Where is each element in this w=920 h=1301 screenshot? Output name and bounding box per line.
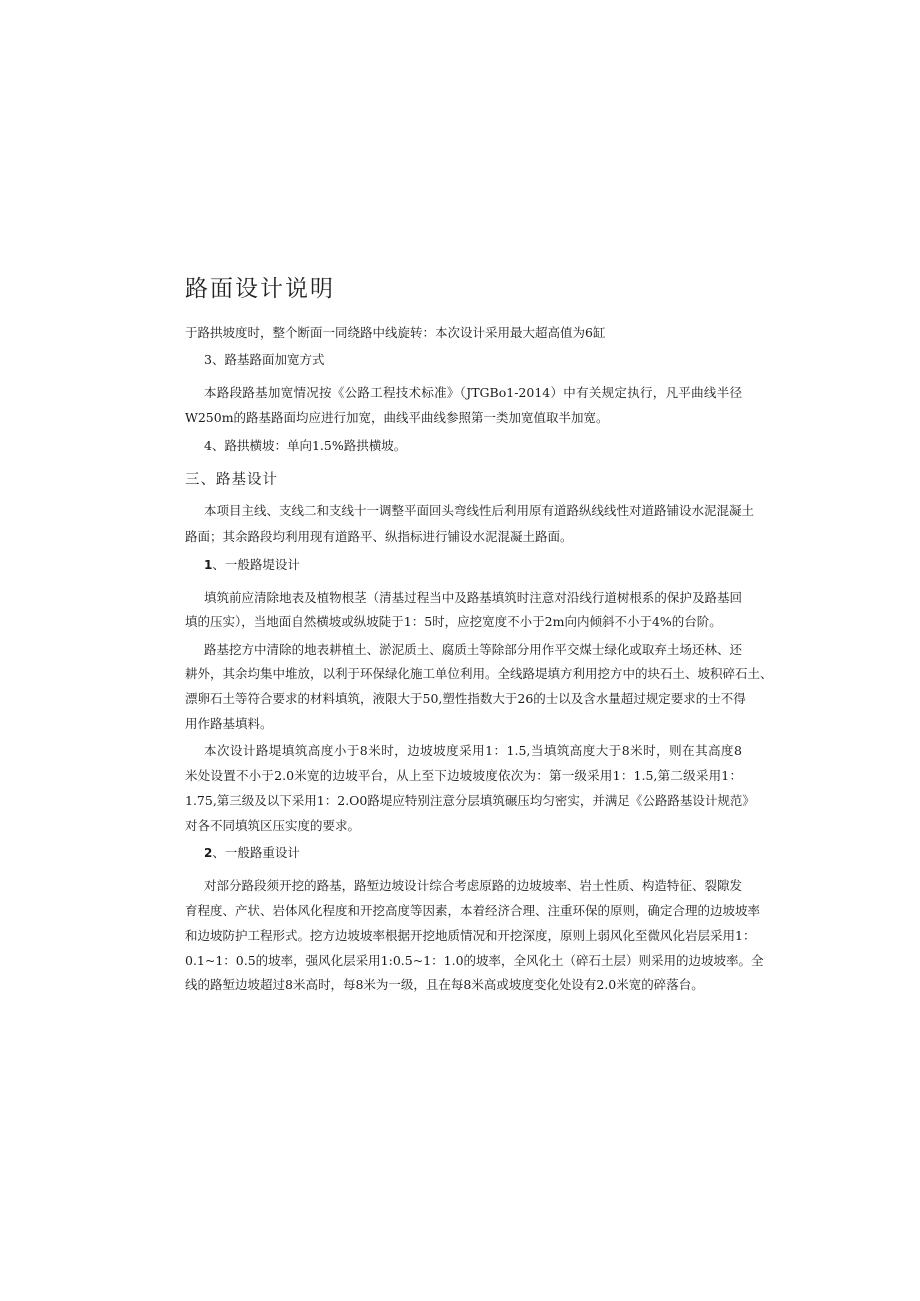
subsection-title: 、一般路重设计 (212, 845, 300, 860)
text-line: 育程度、产状、岩体风化程度和开挖高度等因素，本着经济合理、注重环保的原则，确定合理的边坡坡率 (185, 903, 761, 918)
subsection-heading: 3、路基路面加宽方式 (204, 352, 325, 367)
page-title: 路面设计说明 (185, 276, 335, 302)
text-line: 填筑前应清除地表及植物根茎（清基过程当中及路基填筑时注意对沿线行道树根系的保护及路基回 (204, 590, 742, 605)
text-line: 本次设计路堤填筑高度小于8米时，边坡坡度采用1：1.5,当填筑高度大于8米时，则在其高度8 (204, 743, 742, 758)
text-line: 1.75,第三级及以下采用1：2.O0路堤应特别注意分层填筑碾压均匀密实，并满足《公路路基设计规范》 (185, 793, 755, 808)
subsection-number: 2 (204, 846, 213, 860)
subsection-heading (204, 845, 300, 861)
text-line: 米处设置不小于2.0米宽的边坡平台，从上至下边坡坡度依次为：第一级采用1：1.5,第二级采用1： (185, 768, 742, 783)
text-line: 本项目主线、支线二和支线十一调整平面回头弯线性后利用原有道路纵线线性对道路铺设水泥混凝土 (204, 503, 755, 518)
subsection-title: 、一般路堤设计 (212, 557, 300, 572)
text-line: 线的路堑边坡超过8米高时，每8米为一级，且在每8米高或坡度变化处设有2.0米宽的碎落台。 (185, 977, 704, 992)
text-line: 本路段路基加宽情况按《公路工程技术标准》（JTGBo1-2014）中有关规定执行，凡平曲线半径 (204, 385, 742, 400)
subsection-heading: 4、路拱横坡：单向1.5%路拱横坡。 (204, 438, 407, 453)
text-line: 填的压实），当地面自然横坡或纵坡陡于1：5时，应挖宽度不小于2m向内倾斜不小于4%的台阶。 (185, 614, 722, 629)
subsection-heading (204, 557, 300, 573)
text-line: 路基挖方中清除的地表耕植土、淤泥质土、腐质土等除部分用作平交煤士绿化或取弃土场还林、还 (204, 642, 742, 657)
text-line: 用作路基填料。 (185, 716, 273, 731)
text-line: 耕外，其余均集中堆放，以利于环保绿化施工单位利用。全线路堤填方利用挖方中的块石土、坡积碎石土、 (185, 666, 773, 681)
text-line: 对各不同填筑区压实度的要求。 (185, 818, 361, 833)
section-heading: 三、路基设计 (185, 472, 278, 488)
text-line: 0.1~1：0.5的坡率，强风化层采用1:0.5~1：1.0的坡率，全风化土（碎石土层）则采用的边坡坡率。全 (185, 953, 764, 968)
text-line: 对部分路段须开挖的路基，路堑边坡设计综合考虑原路的边坡坡率、岩土性质、构造特征、裂隙发 (204, 878, 742, 893)
text-line: W250m的路基路面均应进行加宽，曲线平曲线参照第一类加宽值取半加宽。 (185, 410, 609, 425)
subsection-number: 1 (204, 558, 213, 572)
text-line: 路面；其余路段均利用现有道路平、纵指标进行铺设水泥混凝土路面。 (185, 529, 573, 544)
text-line: 漂卵石土等符合要求的材料填筑，液限大于50,塑性指数大于26的士以及含水量超过规定要求的士不得 (185, 691, 746, 706)
text-line: 于路拱坡度时，整个断面一同绕路中线旋转：本次设计采用最大超高值为6缸 (185, 325, 606, 340)
text-line: 和边坡防护工程形式。挖方边坡坡率根据开挖地质情况和开挖深度，原则上弱风化至微风化岩层采用1： (185, 928, 756, 943)
